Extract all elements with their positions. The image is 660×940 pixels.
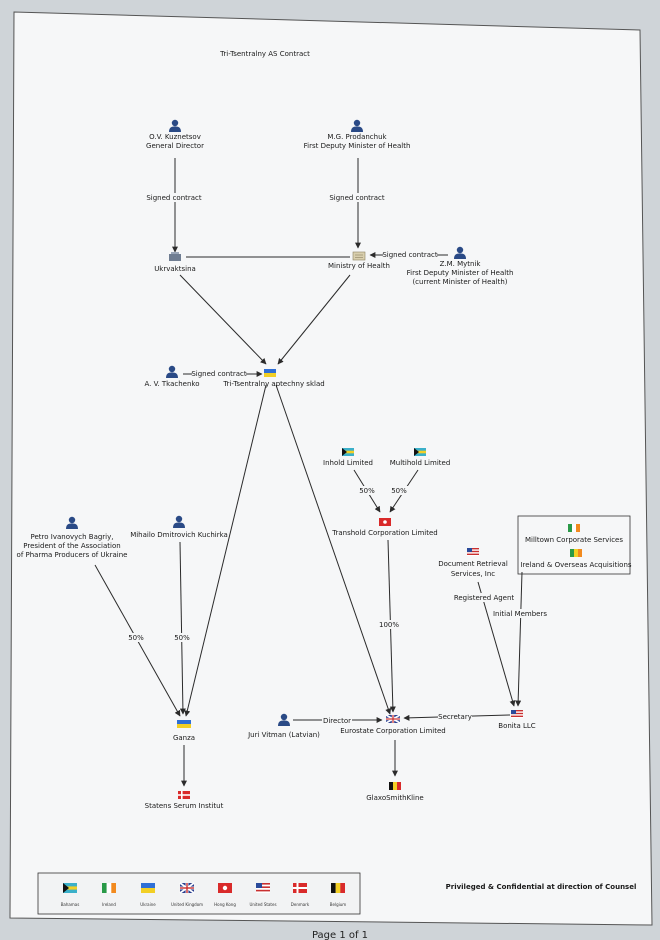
bahamas-flag-icon xyxy=(342,448,354,456)
ukraine-flag-icon xyxy=(141,883,155,893)
node-role: First Deputy Minister of Health xyxy=(303,142,411,150)
belgium-flag-icon xyxy=(331,883,345,893)
node-role: First Deputy Minister of Health xyxy=(406,269,514,277)
denmark-flag-icon xyxy=(293,883,307,893)
legend-label: Ireland xyxy=(102,902,116,907)
legend-box xyxy=(38,873,360,914)
edge-label-initial-members: Initial Members xyxy=(492,610,548,618)
node-name: Ireland & Overseas Acquisitions xyxy=(520,561,632,569)
uk-flag-icon xyxy=(386,715,400,723)
node-name: Ministry of Health xyxy=(328,262,390,270)
bahamas-flag-icon xyxy=(414,448,426,456)
legend-label: United States xyxy=(249,902,277,907)
belgium-flag-icon xyxy=(389,782,401,790)
edge-label-signed-contract: Signed contract xyxy=(329,194,385,202)
node-name: Multihold Limited xyxy=(389,459,451,467)
node-name: Tri-Tsentralny aptechny sklad xyxy=(223,380,325,388)
node-name: Mihailo Dmitrovich Kuchirka xyxy=(130,531,228,539)
ireland-flag-icon xyxy=(102,883,116,893)
edge-label-signed-contract: Signed contract xyxy=(146,194,202,202)
legend-label: Ukraine xyxy=(140,902,156,907)
us-flag-icon xyxy=(467,548,479,556)
node-role: President of the Association xyxy=(23,542,121,550)
node-role: of Pharma Producers of Ukraine xyxy=(16,551,128,559)
legend xyxy=(38,873,360,914)
node-name: Milltown Corporate Services xyxy=(524,536,624,544)
legend-label: United Kingdom xyxy=(170,902,204,907)
edge-label-signed-contract: Signed contract xyxy=(191,370,247,378)
edge-label-pct: 50% xyxy=(391,487,407,495)
legend-label: Bahamas xyxy=(60,902,80,907)
node-name: Juri Vitman (Latvian) xyxy=(248,731,320,739)
edge-label-pct: 50% xyxy=(359,487,375,495)
edge-label-pct: 100% xyxy=(378,621,400,629)
node-name: M.G. Prodanchuk xyxy=(327,133,387,141)
node-name: Ukrvaktsina xyxy=(154,265,196,273)
edge-label-director: Director xyxy=(322,717,352,725)
node-name: O.V. Kuznetsov xyxy=(149,133,201,141)
hongkong-flag-icon xyxy=(218,883,232,893)
node-note: (current Minister of Health) xyxy=(412,278,508,286)
node-name: Transhold Corporation Limited xyxy=(332,529,438,537)
ireland-flag-icon xyxy=(568,524,580,532)
ukraine-flag-icon xyxy=(177,720,191,728)
confidential-footer: Privileged & Confidential at direction of Counsel xyxy=(445,883,637,891)
uk-flag-icon xyxy=(180,883,194,893)
node-name: Inhold Limited xyxy=(323,459,373,467)
page-label: Page 1 of 1 xyxy=(311,930,369,940)
node-name: A. V. Tkachenko xyxy=(144,380,200,388)
bahamas-flag-icon xyxy=(63,883,77,893)
node-role: General Director xyxy=(146,142,204,150)
node-name: GlaxoSmithKline xyxy=(366,794,424,802)
ukraine-flag-icon xyxy=(264,369,276,377)
edge-label-signed-contract: Signed contract xyxy=(382,251,438,259)
node-name: Services, Inc xyxy=(450,570,496,578)
legend-label: Denmark xyxy=(290,902,310,907)
diagram-title: Tri-Tsentralny AS Contract xyxy=(220,50,310,58)
us-flag-icon xyxy=(256,883,270,893)
node-name: Document Retrieval xyxy=(438,560,508,568)
us-flag-icon xyxy=(511,710,523,718)
node-name: Eurostate Corporation Limited xyxy=(340,727,446,735)
node-name: Ganza xyxy=(172,734,196,742)
node-name: Bonita LLC xyxy=(498,722,536,730)
ireland-flag-icon xyxy=(570,549,582,557)
edge-label-pct: 50% xyxy=(174,634,190,642)
legend-label: Belgium xyxy=(329,902,347,907)
hongkong-flag-icon xyxy=(379,518,391,526)
node-name: Petro Ivanovych Bagriy, xyxy=(30,533,114,541)
edge-label-secretary: Secretary xyxy=(438,713,472,721)
edge-label-pct: 50% xyxy=(128,634,144,642)
documents-icon xyxy=(353,252,365,260)
node-name: Statens Serum Institut xyxy=(144,802,224,810)
legend-label: Hong Kong xyxy=(214,902,236,907)
denmark-flag-icon xyxy=(178,791,190,799)
node-name: Z.M. Mytnik xyxy=(439,260,481,268)
edge-label-registered-agent: Registered Agent xyxy=(453,594,515,602)
